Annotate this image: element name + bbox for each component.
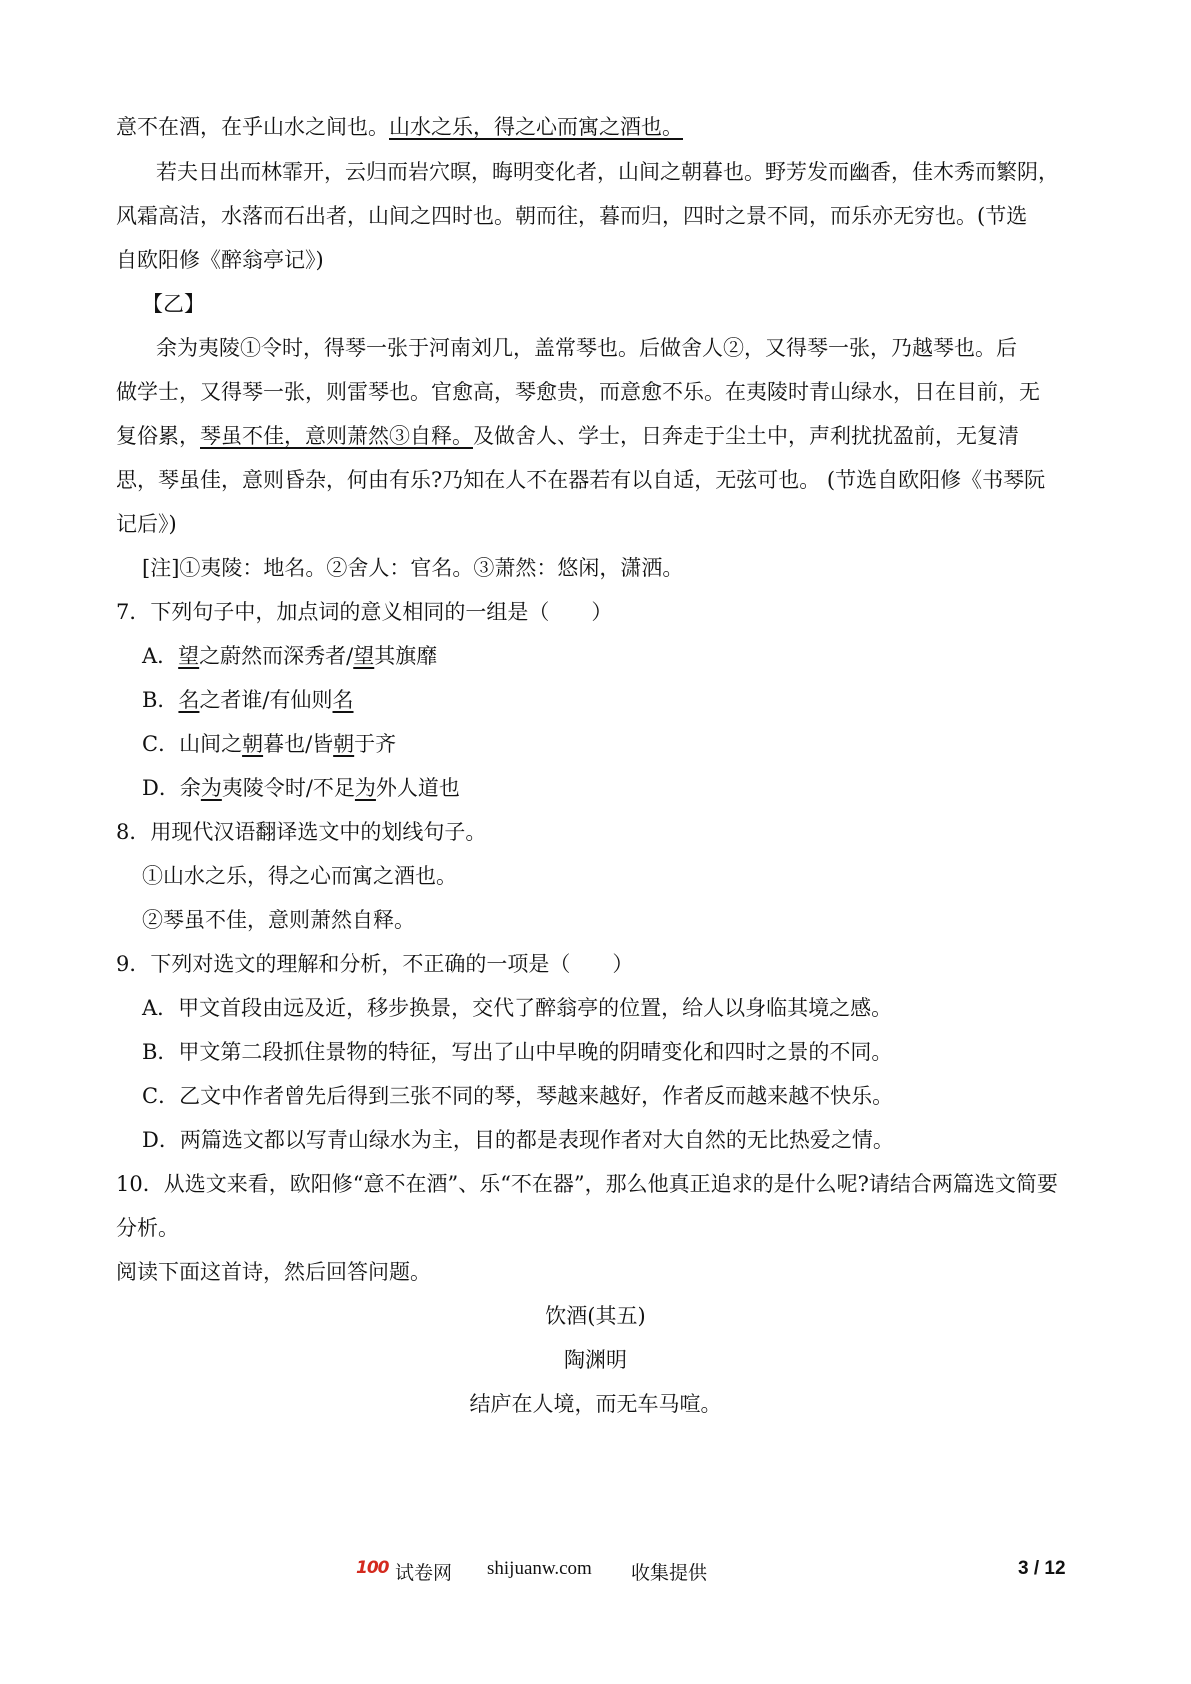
question-8-sentence-1: ①山水之乐，得之心而寓之酒也。 bbox=[142, 864, 457, 888]
underlined-sentence-2: 琴虽不佳，意则萧然③自释。 bbox=[200, 424, 473, 448]
passage-b-line-5: 记后》) bbox=[116, 512, 177, 536]
question-8-stem: 8．用现代汉语翻译选文中的划线句子。 bbox=[116, 820, 487, 844]
footer-url[interactable]: shijuanw.com bbox=[487, 1558, 592, 1579]
question-10-line-2: 分析。 bbox=[116, 1216, 179, 1240]
passage-b-heading: 【乙】 bbox=[142, 292, 205, 316]
passage-a-para2-line-2: 风霜高洁，水落而石出者，山间之四时也。朝而往，暮而归，四时之景不同，而乐亦无穷也。(节选 bbox=[116, 204, 1028, 228]
page-footer bbox=[0, 1558, 1191, 1588]
poem-title: 饮酒(其五) bbox=[545, 1304, 646, 1328]
question-7-stem: 7．下列句子中，加点词的意义相同的一组是（ ） bbox=[116, 600, 613, 624]
passage-b-line-3: 复俗累，琴虽不佳，意则萧然③自释。及做舍人、学士，日奔走于尘土中，声利扰扰盈前，无复清 bbox=[116, 424, 1019, 448]
question-9-option-d: D．两篇选文都以写青山绿水为主，目的都是表现作者对大自然的无比热爱之情。 bbox=[142, 1128, 894, 1152]
passage-b-note: [注]①夷陵：地名。②舍人：官名。③萧然：悠闲，潇洒。 bbox=[142, 556, 684, 580]
site-logo-icon: 100 bbox=[356, 1558, 389, 1578]
question-8-sentence-2: ②琴虽不佳，意则萧然自释。 bbox=[142, 908, 415, 932]
passage-b-line-2: 做学士，又得琴一张，则雷琴也。官愈高，琴愈贵，而意愈不乐。在夷陵时青山绿水，日在目前，无 bbox=[116, 380, 1040, 404]
page-number: 3 / 12 bbox=[1018, 1558, 1066, 1579]
question-9-option-b: B．甲文第二段抓住景物的特征，写出了山中早晚的阴晴变化和四时之景的不同。 bbox=[142, 1040, 893, 1064]
underlined-sentence-1: 山水之乐，得之心而寓之酒也。 bbox=[389, 115, 683, 139]
passage-b-line-1: 余为夷陵①令时，得琴一张于河南刘几，盖常琴也。后做舍人②，又得琴一张，乃越琴也。后 bbox=[156, 336, 1017, 360]
question-10-line-1: 10．从选文来看，欧阳修“意不在酒”、乐“不在器”，那么他真正追求的是什么呢?请结合两篇选文简要 bbox=[116, 1172, 1058, 1196]
question-9-option-a: A．甲文首段由远及近，移步换景，交代了醉翁亭的位置，给人以身临其境之感。 bbox=[142, 996, 893, 1020]
poem-intro: 阅读下面这首诗，然后回答问题。 bbox=[116, 1260, 431, 1284]
footer-site-name: 试卷网 bbox=[395, 1562, 453, 1584]
question-7-option-d: D．余为夷陵令时/不足为外人道也 bbox=[142, 776, 460, 800]
question-9-option-c: C．乙文中作者曾先后得到三张不同的琴，琴越来越好，作者反而越来越不快乐。 bbox=[142, 1084, 894, 1108]
passage-b-line-4: 思，琴虽佳，意则昏杂，何由有乐?乃知在人不在器若有以自适，无弦可也。 (节选自欧阳修《书琴阮 bbox=[116, 468, 1046, 492]
question-9-stem: 9．下列对选文的理解和分析，不正确的一项是（ ） bbox=[116, 952, 634, 976]
passage-a-para2-line-1: 若夫日出而林霏开，云归而岩穴暝，晦明变化者，山间之朝暮也。野芳发而幽香，佳木秀而繁阴， bbox=[156, 160, 1059, 184]
question-7-option-c: C．山间之朝暮也/皆朝于齐 bbox=[142, 732, 397, 756]
poem-author: 陶渊明 bbox=[564, 1348, 627, 1372]
question-7-option-a: A．望之蔚然而深秀者/望其旗靡 bbox=[142, 644, 438, 668]
passage-a-para2-line-3: 自欧阳修《醉翁亭记》) bbox=[116, 248, 324, 272]
question-7-option-b: B．名之者谁/有仙则名 bbox=[142, 688, 354, 712]
footer-note: 收集提供 bbox=[631, 1562, 708, 1584]
poem-line-1: 结庐在人境，而无车马喧。 bbox=[469, 1392, 722, 1416]
passage-a-line-1: 意不在酒，在乎山水之间也。山水之乐，得之心而寓之酒也。 bbox=[116, 115, 683, 139]
